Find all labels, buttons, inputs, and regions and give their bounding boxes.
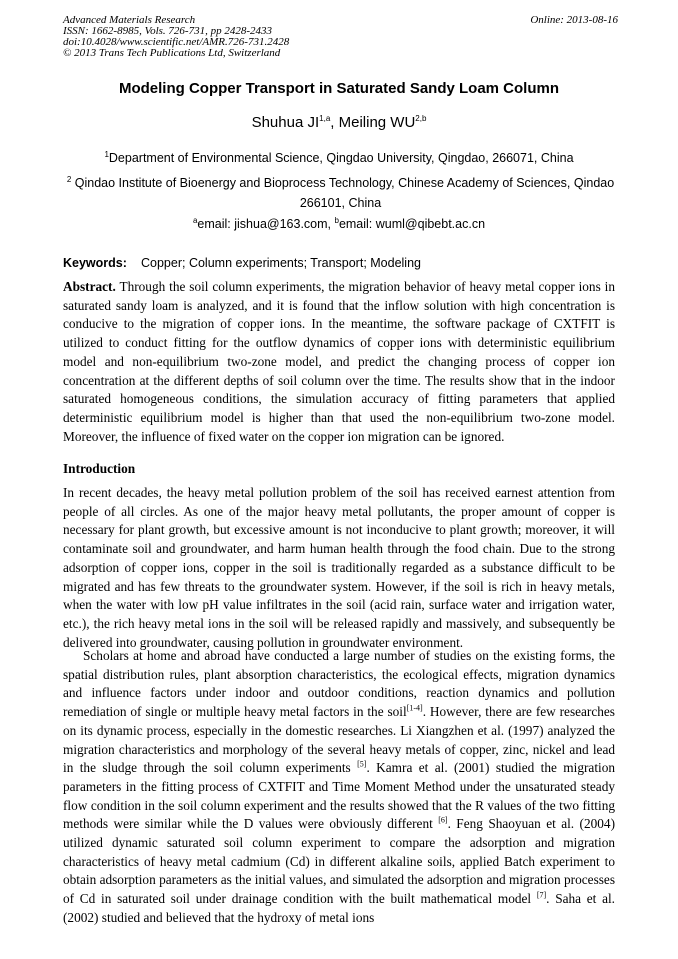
email-b-text: email: wuml@qibebt.ac.cn: [338, 217, 486, 231]
email-line: [0, 217, 678, 231]
abstract-paragraph: [63, 278, 615, 446]
author-2-name: Meiling WU: [338, 114, 416, 131]
email-a-sup: a: [192, 215, 198, 225]
affiliation-1-sup: 1: [104, 149, 109, 159]
intro-p2-part-c: . Kamra et al. (2001) studied the migration parameters in the fitting process of CXTFIT and Time Moment Method under the unsaturated steady flow condition in the soil column experiment and the results showed that the R values of the two fitting methods were similar while the D values were obviously different: [63, 760, 616, 832]
journal-header: [63, 15, 618, 59]
citation-ref-2: [5]: [357, 759, 367, 769]
citation-ref-1: [1-4]: [406, 703, 423, 713]
intro-p2-part-a: Scholars at home and abroad have conducted a large number of studies on the existing forms, the spatial distribution rules, plant absorption characteristics, the ecological effects, migration dynamics and influence factors under indoor and outdoor conditions, reaction dynamics and pollution remediation of single or multiple heavy metal factors in the soil: [63, 648, 615, 720]
intro-paragraph-2: [63, 647, 615, 928]
keywords-text: Copper; Column experiments; Transport; Modeling: [141, 256, 421, 270]
affiliation-1: [0, 151, 678, 165]
affiliation-1-text: Department of Environmental Science, Qingdao University, Qingdao, 266071, China: [108, 151, 574, 165]
online-date: Online: 2013-08-16: [530, 14, 618, 26]
affiliation-2-sup: 2: [66, 174, 72, 184]
keywords-label: Keywords:: [63, 256, 127, 270]
intro-p2-part-d: . Feng Shaoyuan et al. (2004) utilized dynamic saturated soil column experiment to compare the adsorption and migration characteristics of heavy metal cadmium (Cd) in different alkaline soils, applied Batch experiment to obtain adsorption parameters as the initial values, and simulated the adsorption and migration processes of Cd in saturated soil under drainage condition with the built mathematical model: [63, 816, 615, 907]
author-line: [0, 114, 678, 131]
email-b-sup: b: [334, 215, 339, 225]
journal-name: Advanced Materials Research: [63, 14, 196, 26]
affiliation-2-text: Qindao Institute of Bioenergy and Bioprocess Technology, Chinese Academy of Sciences, Qindao 266101, China: [71, 176, 615, 210]
copyright-line: © 2013 Trans Tech Publications Ltd, Switzerland: [63, 47, 281, 59]
citation-ref-4: [7]: [536, 890, 547, 900]
citation-ref-3: [6]: [438, 815, 448, 825]
keywords-line: [63, 256, 421, 270]
affiliation-2: [63, 173, 618, 213]
abstract-text: Through the soil column experiments, the migration behavior of heavy metal copper ions in saturated sandy loam is analyzed, and it is found that the inflow solution with high concentration is conducive to the migration of copper ions. In the meantime, the software package of CXTFIT is utilized to conduct fitting for the outflow dynamics of copper ions with deterministic equilibrium model and non-equilibrium two-zone model, and predict the changing process of copper ion concentration at the different depths of soil column over the time. The results show that in the indoor saturated homogeneous conditions, the simulation accuracy of fitting parameters that applied deterministic equilibrium model is higher than that used the non-equilibrium two-zone model. Moreover, the influence of fixed water on the copper ion migration can be ignored.: [63, 279, 615, 444]
author-1-name: Shuhua JI: [251, 114, 320, 131]
author-2-sup: 2,b: [415, 114, 427, 123]
author-separator: ,: [330, 114, 339, 131]
abstract-label: Abstract.: [63, 279, 116, 294]
intro-p2-part-b: . However, there are few researches on its dynamic process, especially in the domestic researches. Li Xiangzhen et al. (1997) analyzed the migration characteristics and morphology of the several heavy metals of copper, zinc, nickel and lead in the sludge through the soil column experiments: [63, 704, 615, 776]
intro-paragraph-1: In recent decades, the heavy metal pollution problem of the soil has received earnest attention from people of all circles. As one of the major heavy metal pollutants, the proper amount of copper is necessary for plant growth, but excessive amount is not inconducive to plant growth; moreover, it will contaminate soil and groundwater, and harm human health through the food chain. Due to the strong adsorption of copper ions, copper in the soil is traditionally regarded as a substance difficult to be migrated and has few threats to the groundwater system. However, if the soil is rich in heavy metals, when the water with low pH value infiltrates in the soil (acid rain, surface water and irrigation water, etc.), the rich heavy metal ions in the soil will be released rapidly and massively, and subsequently be delivered into groundwater, causing pollution in groundwater environment.: [63, 485, 615, 650]
email-a-text: email: jishua@163.com,: [197, 217, 335, 231]
doi-line: doi:10.4028/www.scientific.net/AMR.726-731.2428: [63, 36, 290, 48]
paper-title: Modeling Copper Transport in Saturated Sandy Loam Column: [118, 80, 560, 97]
author-1-sup: 1,a: [319, 114, 331, 123]
introduction-heading: Introduction: [63, 461, 136, 476]
intro-p2-part-e: . Saha et al. (2002) studied and believed that the hydroxy of metal ions: [63, 891, 615, 925]
issn-line: ISSN: 1662-8985, Vols. 726-731, pp 2428-2433: [63, 25, 272, 37]
